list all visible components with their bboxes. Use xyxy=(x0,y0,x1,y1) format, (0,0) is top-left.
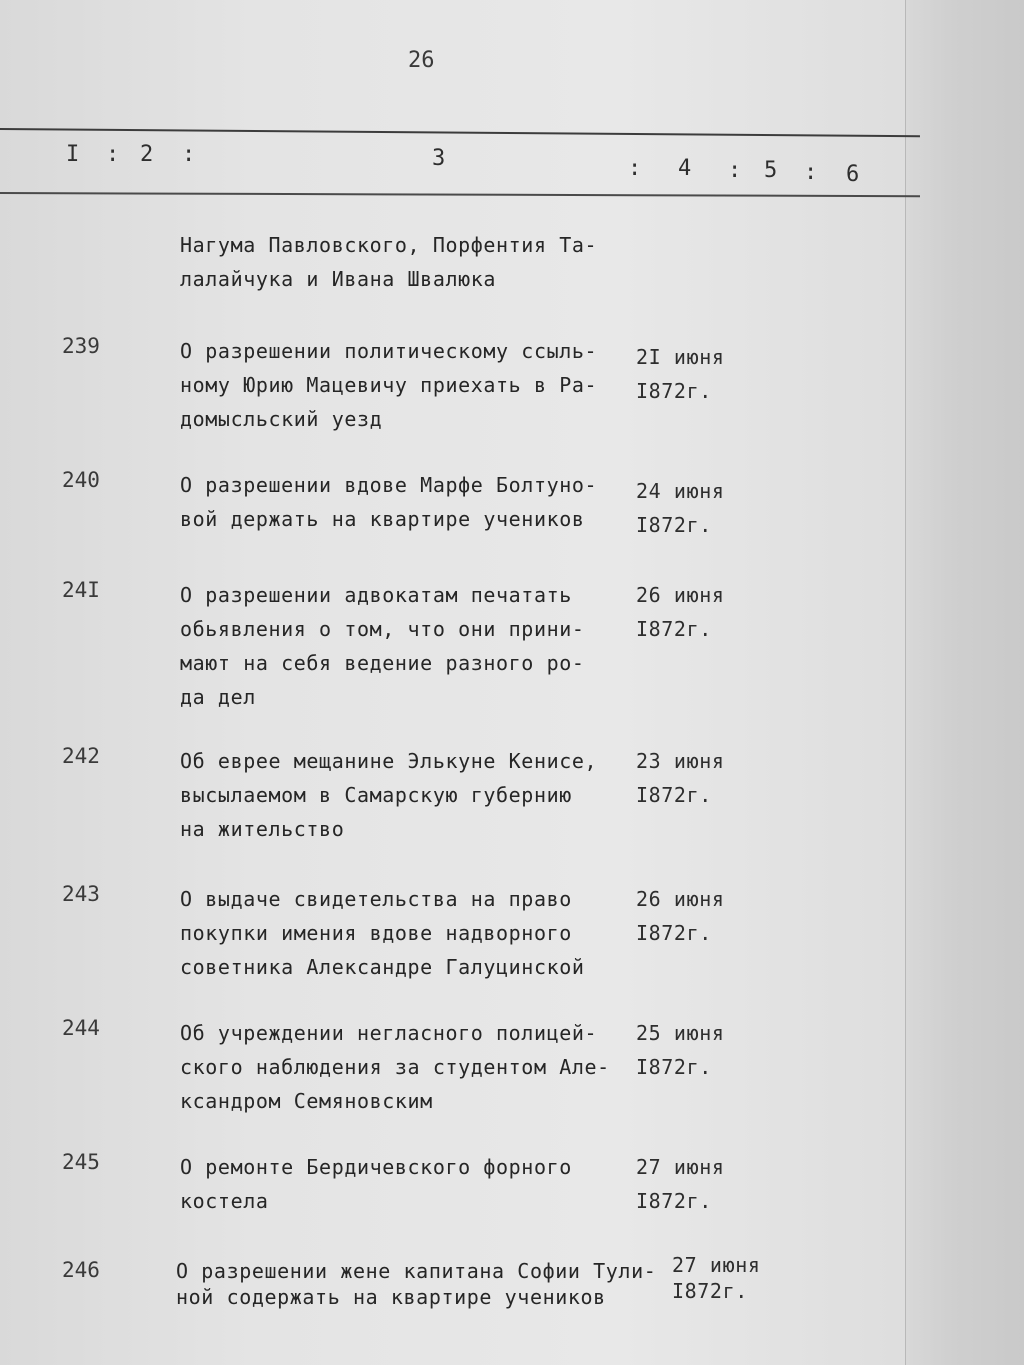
entry-text: О разрешении жене капитана Софии Тули- ной содержать на квартире учеников xyxy=(176,1259,657,1309)
column-separator: : xyxy=(728,158,742,183)
entry-number: 244 xyxy=(62,1016,100,1040)
column-header-4: 4 xyxy=(678,156,692,181)
entry-number: 242 xyxy=(62,744,100,768)
entry-text: Об учреждении негласного полицей- ского наблюдения за студентом Але- ксандром Семяновским xyxy=(180,1021,610,1113)
entry-number: 243 xyxy=(62,882,100,906)
entry-number: 239 xyxy=(62,334,100,358)
entry-number: 240 xyxy=(62,468,100,492)
column-header-5: 5 xyxy=(764,158,778,183)
entry-date: 2I июня I872г. xyxy=(636,345,725,403)
entry-text: О выдаче свидетельства на право покупки имения вдове надворного советника Александре Галуцинской xyxy=(180,887,585,979)
entry-number: 24I xyxy=(62,578,100,602)
entry-date: 25 июня I872г. xyxy=(636,1021,725,1079)
column-separator: : xyxy=(628,156,642,181)
entry-number: 245 xyxy=(62,1150,100,1174)
entry-text: О ремонте Бердичевского форного костела xyxy=(180,1155,572,1213)
entry-text: О разрешении вдове Марфе Болтуно- вой держать на квартире учеников xyxy=(180,473,598,531)
continuation-text: Нагума Павловского, Порфентия Та- лалайчука и Ивана Швалюка xyxy=(180,233,598,291)
entry-date: 26 июня I872г. xyxy=(636,887,725,945)
header-rule-bottom xyxy=(0,192,920,197)
page-edge-shadow xyxy=(905,0,1024,1365)
entry-date: 27 июня I872г. xyxy=(636,1155,725,1213)
entry-date: 26 июня I872г. xyxy=(636,583,725,641)
entry-date: 27 июня I872г. xyxy=(672,1253,761,1303)
header-rule-top xyxy=(0,128,920,137)
column-separator: : xyxy=(804,160,818,185)
entry-text: О разрешении политическому ссыль- ному Юрию Мацевичу приехать в Ра- домысльский уезд xyxy=(180,339,598,431)
entry-text: Об еврее мещанине Элькуне Кенисе, высылаемом в Самарскую губернию на жительство xyxy=(180,749,598,841)
column-header-2: 2 xyxy=(140,142,154,167)
column-header-6: 6 xyxy=(846,162,860,187)
entry-date: 23 июня I872г. xyxy=(636,749,725,807)
page-number: 26 xyxy=(408,48,435,73)
column-separator: : xyxy=(106,142,120,167)
entry-date: 24 июня I872г. xyxy=(636,479,725,537)
entry-text: О разрешении адвокатам печатать обьявления о том, что они прини- мают на себя ведение разного ро- да дел xyxy=(180,583,585,709)
column-separator: : xyxy=(182,142,196,167)
column-header-3: 3 xyxy=(432,146,446,171)
entry-number: 246 xyxy=(62,1258,100,1282)
column-header-1: I xyxy=(66,142,80,167)
